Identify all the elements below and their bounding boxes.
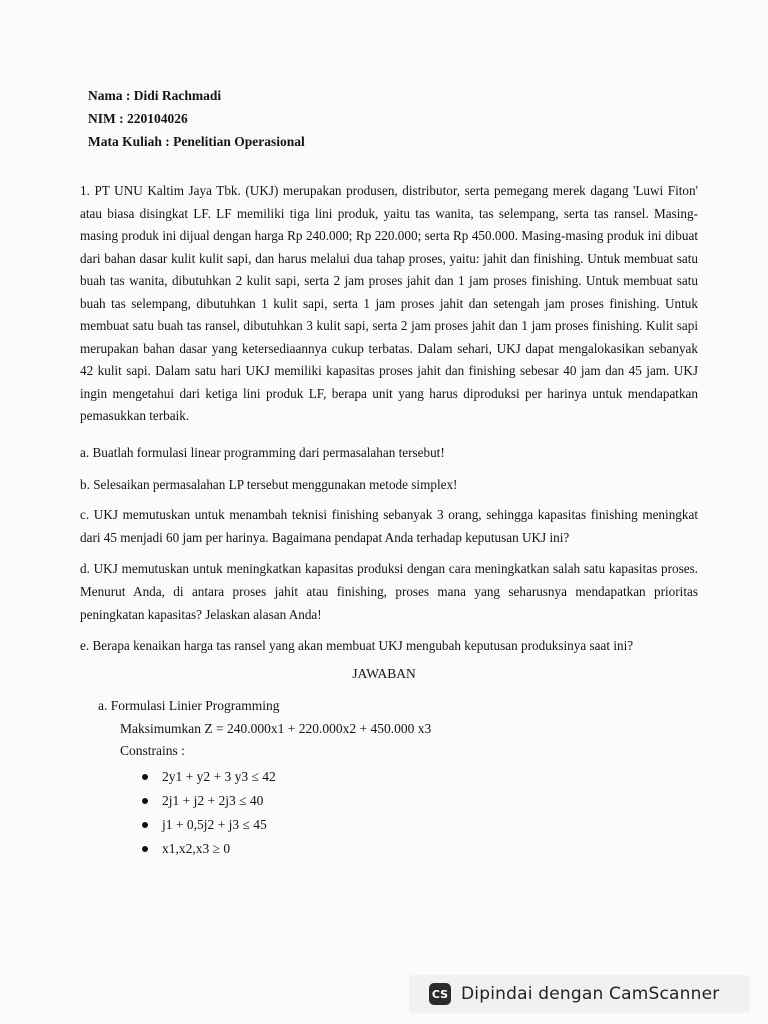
sub-question-b: b. Selesaikan permasalahan LP tersebut menggunakan metode simplex! xyxy=(80,477,458,492)
answer-a-label: a. Formulasi Linier Programming xyxy=(98,698,280,713)
bullet-icon xyxy=(142,822,148,828)
sub-question-a: a. Buatlah formulasi linear programming dari permasalahan tersebut! xyxy=(80,445,445,460)
constraint-item: x1,x2,x3 ≥ 0 xyxy=(142,837,431,861)
student-header xyxy=(88,84,305,153)
objective-function: Maksimumkan Z = 240.000x1 + 220.000x2 + 450.000 x3 xyxy=(120,720,432,736)
constraint-item: j1 + 0,5j2 + j3 ≤ 45 xyxy=(142,813,431,837)
camscanner-watermark xyxy=(409,975,750,1013)
constraint-item: 2j1 + j2 + 2j3 ≤ 40 xyxy=(142,789,431,813)
bullet-icon xyxy=(142,846,148,852)
course-name: Mata Kuliah : Penelitian Operasional xyxy=(88,134,305,149)
sub-question-d: d. UKJ memutuskan untuk meningkatkan kapasitas produksi dengan cara meningkatkan salah satu kapasitas proses. Menurut Anda, di antara proses jahit atau finishing, proses mana yang seharusnya mendapatkan prioritas peningkatan kapasitas? Jelaskan alasan Anda! xyxy=(80,561,698,622)
constraint-item: 2y1 + y2 + 3 y3 ≤ 42 xyxy=(142,765,431,789)
camscanner-logo-icon: CS xyxy=(429,983,451,1005)
answer-title: JAWABAN xyxy=(352,666,416,681)
sub-question-e: e. Berapa kenaikan harga tas ransel yang akan membuat UKJ mengubah keputusan produksinya saat ini? xyxy=(80,638,634,653)
constraints-label: Constrains : xyxy=(120,743,185,758)
sub-question-c: c. UKJ memutuskan untuk menambah teknisi finishing sebanyak 3 orang, sehingga kapasitas finishing meningkat dari 45 menjadi 60 jam per harinya. Bagaimana pendapat Anda terhadap keputusan UKJ ini? xyxy=(80,507,698,545)
camscanner-text: Dipindai dengan CamScanner xyxy=(461,984,720,1004)
constraints-list xyxy=(98,765,431,861)
answer-section xyxy=(98,695,431,861)
question-1-text: 1. PT UNU Kaltim Jaya Tbk. (UKJ) merupakan produsen, distributor, serta pemegang merek dagang 'Luwi Fiton' atau biasa disingkat LF. LF memiliki tiga lini produk, yaitu tas wanita, tas selempang, serta tas ransel. Masing-masing produk ini dijual dengan harga Rp 240.000; Rp 220.000; serta Rp 450.000. Masing-masing produk ini dibuat dari bahan dasar kulit kulit sapi, dan harus melalui dua tahap proses, yaitu: jahit dan finishing. Untuk membuat satu buah tas wanita, dibutuhkan 2 kulit sapi, serta 2 jam proses jahit dan 1 jam proses finishing. Untuk membuat satu buah tas selempang, dibutuhkan 1 kulit sapi, serta 1 jam proses jahit dan setengah jam proses finishing. Untuk membuat satu buah tas ransel, dibutuhkan 3 kulit sapi, serta 2 jam proses jahit dan 1 jam proses finishing. Kulit sapi merupakan bahan dasar yang ketersediaannya cukup terbatas. Dalam sehari, UKJ dapat mengalokasikan sebanyak 42 kulit sapi. Dalam satu hari UKJ memiliki kapasitas proses jahit dan finishing sebesar 40 jam dan 45 jam. UKJ ingin mengetahui dari ketiga lini produk LF, berapa unit yang harus diproduksi per harinya untuk mendapatkan pemasukkan terbaik. xyxy=(80,183,698,423)
student-nim: NIM : 220104026 xyxy=(88,111,188,126)
bullet-icon xyxy=(142,798,148,804)
bullet-icon xyxy=(142,774,148,780)
student-name: Nama : Didi Rachmadi xyxy=(88,88,222,103)
